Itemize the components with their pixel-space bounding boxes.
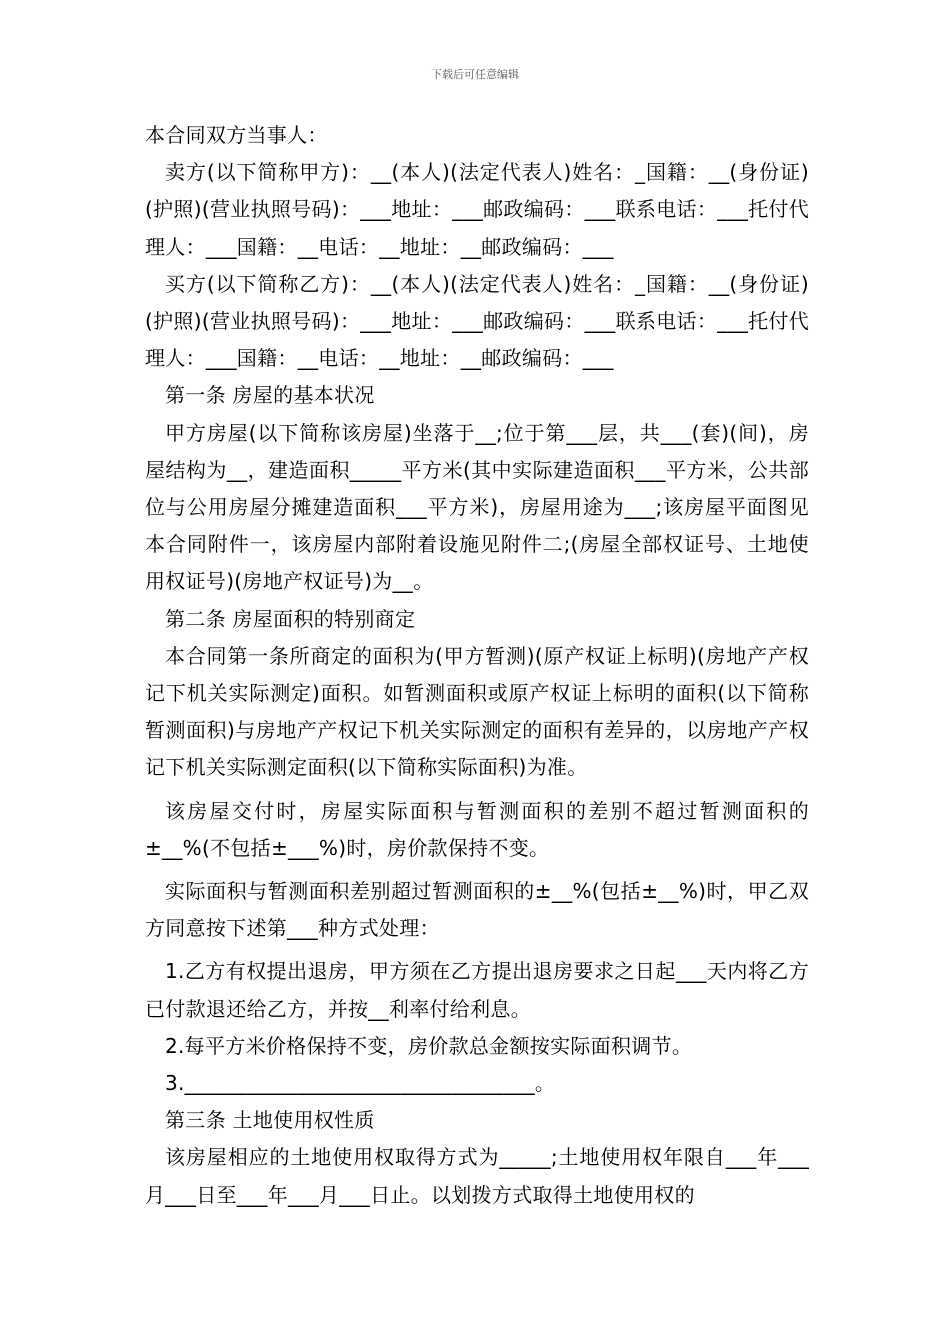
- article-one-paragraph: 甲方房屋(以下简称该房屋)坐落于__;位于第___层，共___(套)(间)，房屋结构为__，建造面积_____平方米(其中实际建造面积___平方米，公共部位与公用房屋分摊建造面积___平方米)，房屋用途为___;该房屋平面图见本合同附件一，该房屋内部附着设施见附件二;(房屋全部权证号、土地使用权证号)(房地产权证号)为__。: [145, 420, 809, 594]
- article-one-heading: 第一条 房屋的基本状况: [165, 383, 375, 408]
- article-three-heading: 第三条 土地使用权性质: [165, 1108, 375, 1133]
- article-three-paragraph: 该房屋相应的土地使用权取得方式为_____;土地使用权年限自___年___月___日至___年___月___日止。以划拨方式取得土地使用权的: [145, 1145, 809, 1207]
- option-three-paragraph: 3.__________________________________。: [165, 1071, 556, 1096]
- option-one-paragraph: 1.乙方有权提出退房，甲方须在乙方提出退房要求之日起___天内将乙方已付款退还给乙方，并按__利率付给利息。: [145, 959, 809, 1021]
- article-two-heading: 第二条 房屋面积的特别商定: [165, 606, 416, 631]
- article-two-paragraph-2: 该房屋交付时，房屋实际面积与暂测面积的差别不超过暂测面积的±__%(不包括±___%)时，房价款保持不变。: [145, 798, 809, 860]
- parties-heading: 本合同双方当事人：: [145, 123, 328, 147]
- buyer-info-paragraph: 买方(以下简称乙方)：__(本人)(法定代表人)姓名：_国籍：__(身份证)(护照)(营业执照号码)：___地址：___邮政编码：___联系电话：___托付代理人：___国籍：__电话：__地址：__邮政编码：___: [145, 271, 809, 371]
- page-header-note: 下载后可任意编辑: [431, 68, 519, 81]
- article-two-paragraph-3: 实际面积与暂测面积差别超过暂测面积的±__%(包括±__%)时，甲乙双方同意按下述第___种方式处理：: [145, 879, 809, 941]
- option-two-paragraph: 2.每平方米价格保持不变，房价款总金额按实际面积调节。: [165, 1033, 693, 1058]
- seller-info-paragraph: 卖方(以下简称甲方)：__(本人)(法定代表人)姓名：_国籍：__(身份证)(护照)(营业执照号码)：___地址：___邮政编码：___联系电话：___托付代理人：___国籍：__电话：__地址：__邮政编码：___: [145, 160, 809, 259]
- contract-body: [145, 117, 809, 1214]
- article-two-paragraph-1: 本合同第一条所商定的面积为(甲方暂测)(原产权证上标明)(房地产产权记下机关实际测定)面积。如暂测面积或原产权证上标明的面积(以下简称暂测面积)与房地产产权记下机关实际测定的面积有差异的，以房地产产权记下机关实际测定面积(以下简称实际面积)为准。: [145, 643, 809, 780]
